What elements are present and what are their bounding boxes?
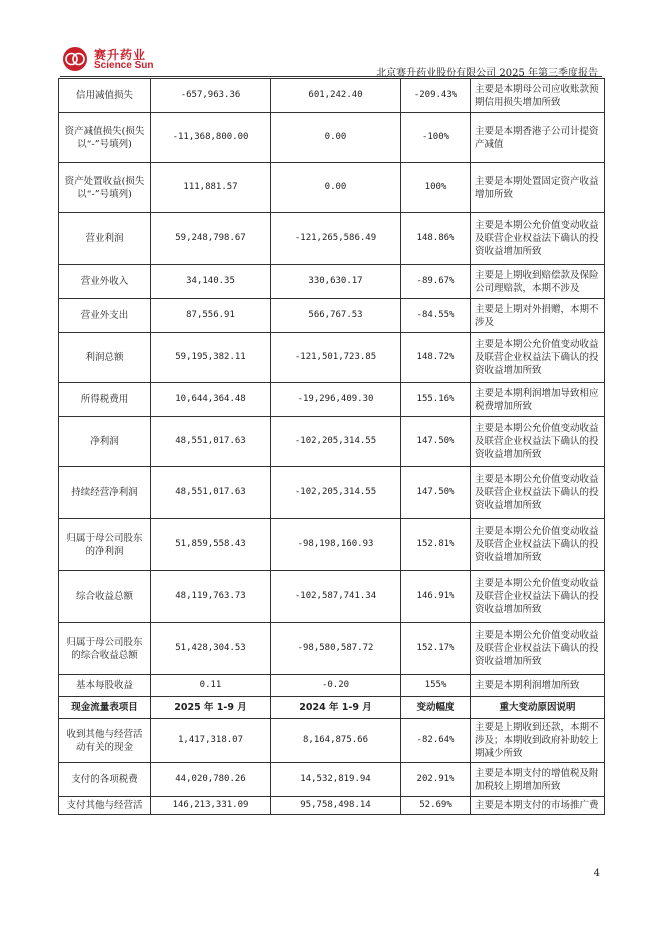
- row-previous-value: -102,205,314.55: [271, 467, 401, 519]
- row-change-reason: 主要是本期公允价值变动收益及联营企业权益法下确认的投资收益增加所致: [471, 417, 605, 467]
- row-change-reason: 主要是上期收到赔偿款及保险公司理赔款，本期不涉及: [471, 265, 605, 299]
- row-change-percent: 148.86%: [401, 213, 471, 265]
- row-current-value: 34,140.35: [151, 265, 271, 299]
- row-previous-value: 14,532,819.94: [271, 763, 401, 797]
- row-change-reason: 重大变动原因说明: [471, 697, 605, 719]
- row-item-name: 资产减值损失(损失以“-”号填列): [59, 113, 151, 163]
- row-current-value: 87,556.91: [151, 299, 271, 333]
- table-row: [59, 265, 605, 299]
- row-change-reason: 主要是本期利润增加所致: [471, 675, 605, 697]
- table-row: [59, 571, 605, 623]
- logo-text-cn: 赛升药业: [94, 48, 147, 62]
- row-change-reason: 主要是本期公允价值变动收益及联营企业权益法下确认的投资收益增加所致: [471, 467, 605, 519]
- row-current-value: 146,213,331.09: [151, 797, 271, 815]
- row-current-value: -657,963.36: [151, 79, 271, 113]
- row-change-reason: 主要是本期公允价值变动收益及联营企业权益法下确认的投资收益增加所致: [471, 213, 605, 265]
- row-item-name: 利润总额: [59, 333, 151, 383]
- row-current-value: 51,859,558.43: [151, 519, 271, 571]
- row-current-value: 0.11: [151, 675, 271, 697]
- table-header-row: [59, 697, 605, 719]
- row-change-reason: 主要是本期处置固定资产收益增加所致: [471, 163, 605, 213]
- row-previous-value: -0.20: [271, 675, 401, 697]
- row-change-reason: 主要是本期公允价值变动收益及联营企业权益法下确认的投资收益增加所致: [471, 623, 605, 675]
- table-row: [59, 417, 605, 467]
- header-divider: [60, 76, 602, 77]
- table-row: [59, 299, 605, 333]
- row-change-percent: 147.50%: [401, 467, 471, 519]
- logo-text-en: Science Sun: [94, 60, 154, 71]
- row-item-name: 归属于母公司股东的综合收益总额: [59, 623, 151, 675]
- row-change-percent: -84.55%: [401, 299, 471, 333]
- row-change-reason: 主要是本期香港子公司计提资产减值: [471, 113, 605, 163]
- row-item-name: 持续经营净利润: [59, 467, 151, 519]
- row-change-percent: -100%: [401, 113, 471, 163]
- table-row: [59, 763, 605, 797]
- science-sun-logo-icon: [62, 46, 88, 72]
- row-change-percent: 52.69%: [401, 797, 471, 815]
- row-item-name: 资产处置收益(损失以“-”号填列): [59, 163, 151, 213]
- row-current-value: -11,368,800.00: [151, 113, 271, 163]
- row-current-value: 59,248,798.67: [151, 213, 271, 265]
- row-change-percent: 152.81%: [401, 519, 471, 571]
- row-current-value: 51,428,304.53: [151, 623, 271, 675]
- page-number: 4: [593, 868, 600, 879]
- row-previous-value: 0.00: [271, 163, 401, 213]
- financial-changes-table: [58, 78, 605, 815]
- row-previous-value: -121,501,723.85: [271, 333, 401, 383]
- table-row: [59, 213, 605, 265]
- table-row: [59, 163, 605, 213]
- row-change-percent: -89.67%: [401, 265, 471, 299]
- row-change-percent: 148.72%: [401, 333, 471, 383]
- row-current-value: 59,195,382.11: [151, 333, 271, 383]
- row-current-value: 111,881.57: [151, 163, 271, 213]
- row-previous-value: 95,758,498.14: [271, 797, 401, 815]
- row-previous-value: 330,630.17: [271, 265, 401, 299]
- row-change-percent: 152.17%: [401, 623, 471, 675]
- table-row: [59, 113, 605, 163]
- row-change-percent: 155%: [401, 675, 471, 697]
- row-item-name: 基本每股收益: [59, 675, 151, 697]
- row-item-name: 支付其他与经营活: [59, 797, 151, 815]
- table-row: [59, 719, 605, 763]
- row-current-value: 2025 年 1-9 月: [151, 697, 271, 719]
- row-item-name: 现金流量表项目: [59, 697, 151, 719]
- row-current-value: 10,644,364.48: [151, 383, 271, 417]
- table-row: [59, 467, 605, 519]
- row-previous-value: 8,164,875.66: [271, 719, 401, 763]
- row-change-percent: 155.16%: [401, 383, 471, 417]
- row-previous-value: -102,587,741.34: [271, 571, 401, 623]
- row-change-percent: 147.50%: [401, 417, 471, 467]
- row-item-name: 信用减值损失: [59, 79, 151, 113]
- row-change-percent: 变动幅度: [401, 697, 471, 719]
- row-previous-value: 566,767.53: [271, 299, 401, 333]
- row-change-reason: 主要是上期对外捐赠，本期不涉及: [471, 299, 605, 333]
- row-previous-value: 2024 年 1-9 月: [271, 697, 401, 719]
- row-previous-value: -98,580,587.72: [271, 623, 401, 675]
- row-previous-value: -121,265,586.49: [271, 213, 401, 265]
- row-change-percent: 100%: [401, 163, 471, 213]
- row-current-value: 44,020,780.26: [151, 763, 271, 797]
- table-row: [59, 383, 605, 417]
- row-change-reason: 主要是本期支付的增值税及附加税较上期增加所致: [471, 763, 605, 797]
- table-row: [59, 623, 605, 675]
- row-change-percent: -209.43%: [401, 79, 471, 113]
- company-logo: [62, 46, 202, 74]
- row-current-value: 1,417,318.07: [151, 719, 271, 763]
- row-change-reason: 主要是上期收到还款，本期不涉及；本期收到政府补助较上期减少所致: [471, 719, 605, 763]
- row-change-percent: 202.91%: [401, 763, 471, 797]
- row-change-percent: -82.64%: [401, 719, 471, 763]
- row-current-value: 48,551,017.63: [151, 467, 271, 519]
- row-previous-value: 0.00: [271, 113, 401, 163]
- row-item-name: 支付的各项税费: [59, 763, 151, 797]
- row-change-percent: 146.91%: [401, 571, 471, 623]
- row-change-reason: 主要是本期母公司应收账款预期信用损失增加所致: [471, 79, 605, 113]
- row-previous-value: -98,198,160.93: [271, 519, 401, 571]
- row-previous-value: -102,205,314.55: [271, 417, 401, 467]
- row-change-reason: 主要是本期支付的市场推广费: [471, 797, 605, 815]
- row-item-name: 归属于母公司股东的净利润: [59, 519, 151, 571]
- row-item-name: 营业利润: [59, 213, 151, 265]
- row-item-name: 营业外支出: [59, 299, 151, 333]
- row-item-name: 综合收益总额: [59, 571, 151, 623]
- table-row: [59, 519, 605, 571]
- row-item-name: 净利润: [59, 417, 151, 467]
- row-current-value: 48,551,017.63: [151, 417, 271, 467]
- row-change-reason: 主要是本期公允价值变动收益及联营企业权益法下确认的投资收益增加所致: [471, 519, 605, 571]
- row-change-reason: 主要是本期利润增加导致相应税费增加所致: [471, 383, 605, 417]
- row-item-name: 所得税费用: [59, 383, 151, 417]
- table-row: [59, 333, 605, 383]
- row-item-name: 营业外收入: [59, 265, 151, 299]
- table-row: [59, 79, 605, 113]
- row-change-reason: 主要是本期公允价值变动收益及联营企业权益法下确认的投资收益增加所致: [471, 571, 605, 623]
- table-row: [59, 797, 605, 815]
- report-title: 北京赛升药业股份有限公司 2025 年第三季度报告: [376, 68, 598, 79]
- row-previous-value: 601,242.40: [271, 79, 401, 113]
- row-item-name: 收到其他与经营活动有关的现金: [59, 719, 151, 763]
- row-previous-value: -19,296,409.30: [271, 383, 401, 417]
- row-change-reason: 主要是本期公允价值变动收益及联营企业权益法下确认的投资收益增加所致: [471, 333, 605, 383]
- table-row: [59, 675, 605, 697]
- row-current-value: 48,119,763.73: [151, 571, 271, 623]
